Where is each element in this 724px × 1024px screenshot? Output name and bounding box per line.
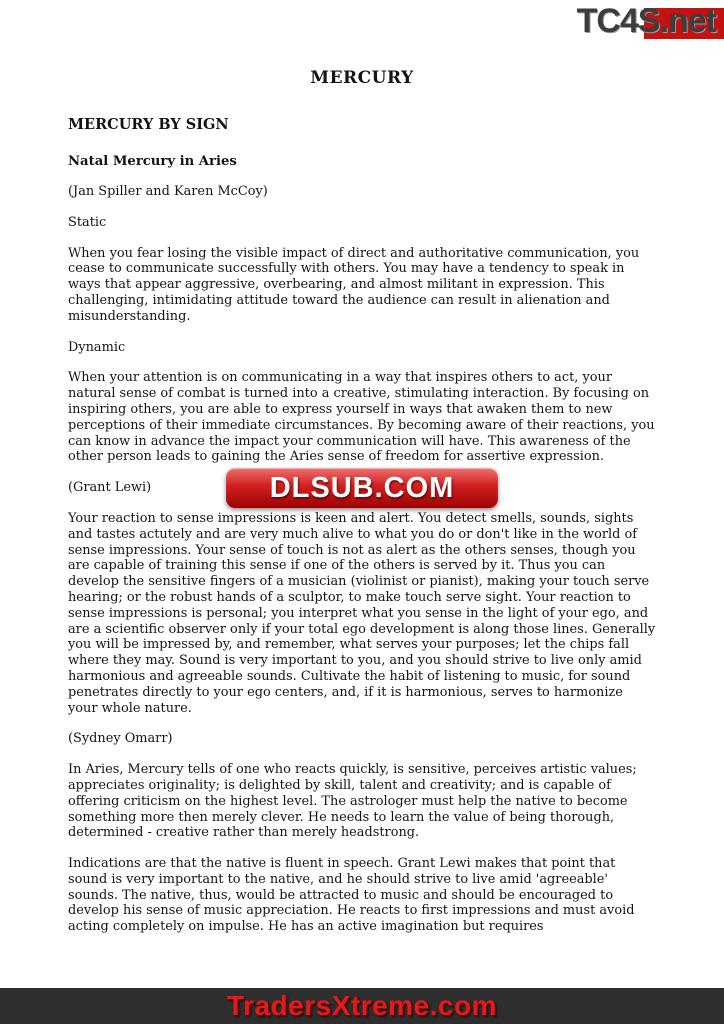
watermark-banner — [226, 468, 498, 508]
top-logo-text: TC4S.net — [576, 2, 716, 40]
section-heading: MERCURY BY SIGN — [68, 116, 229, 133]
author-credit-spiller-mccoy: (Jan Spiller and Karen McCoy) — [68, 184, 268, 199]
author-row-lewi — [68, 471, 656, 504]
document-body — [68, 0, 656, 950]
author-credit-lewi: (Grant Lewi) — [68, 480, 152, 496]
paragraph-omarr-2: Indications are that the native is fluent in speech. Grant Lewi makes that point that sound is very important to the native, and he should strive to live amid 'agreeable' sounds. The native, thus, would be attracted to music and should be encouraged to develop his sense of music appreciation. He reacts to first impressions and must avoid acting completely on impulse. He has an active imagination but requires — [68, 856, 635, 935]
subsection-heading: Natal Mercury in Aries — [68, 154, 237, 169]
footer-banner — [0, 988, 724, 1024]
paragraph-label-static: Static — [68, 214, 107, 230]
footer-text: TradersXtreme.com — [227, 990, 497, 1021]
paragraph-lewi: Your reaction to sense impressions is keen and alert. You detect smells, sounds, sights and tastes actutely and are very much alive to what you do or don't like in the world of sense impressions. Your sense of touch is not as alert as the others senses, though you are capable of training this sense if one of the others is served by it. Thus you can develop the sensitive fingers of a musician (violinist or pianist), making your touch serve hearing; or the robust hands of a sculptor, to make touch serve sight. Your reaction to sense impressions is personal; you interpret what you sense in the light of your ego, and are a scientific observer only if your total ego development is along those lines. Generally you will be impressed by, and remember, what serves your purposes; let the chips fall where they may. Sound is very important to you, and you should strive to live only amid harmonious and agreeable sounds. Cultivate the habit of listening to music, for sound penetrates directly to your ego centers, and, if it is harmonious, serves to harmonize your whole nature. — [68, 510, 656, 716]
paragraph-label-dynamic: Dynamic — [68, 339, 126, 355]
watermark-text: DLSUB.COM — [269, 471, 455, 504]
paragraph-static: When you fear losing the visible impact of direct and authoritative communication, you cease to communicate successfully with others. You may have a tendency to speak in ways that appear aggressive, overbearing, and almost militant in expression. This challenging, intimidating attitude toward the audience can result in alienation and misunderstanding. — [68, 245, 640, 324]
page-title: MERCURY — [310, 68, 414, 88]
paragraph-dynamic: When your attention is on communicating in a way that inspires others to act, your natural sense of combat is turned into a creative, stimulating interaction. By focusing on inspiring others, you are able to express yourself in ways that awaken them to new perceptions of their immediate circumstances. By becoming aware of their reactions, you can know in advance the impact your communication will have. This awareness of the other person leads to gaining the Aries sense of freedom for assertive expression. — [68, 370, 655, 465]
author-credit-omarr: (Sydney Omarr) — [68, 731, 173, 747]
paragraph-omarr-1: In Aries, Mercury tells of one who reacts quickly, is sensitive, perceives artistic values; appreciates originality; is delighted by skill, talent and creativity; and is capable of offering criticism on the highest level. The astrologer must help the native to become something more then merely clever. He needs to learn the value of being thorough, determined - creative rather than merely headstrong. — [68, 762, 637, 841]
